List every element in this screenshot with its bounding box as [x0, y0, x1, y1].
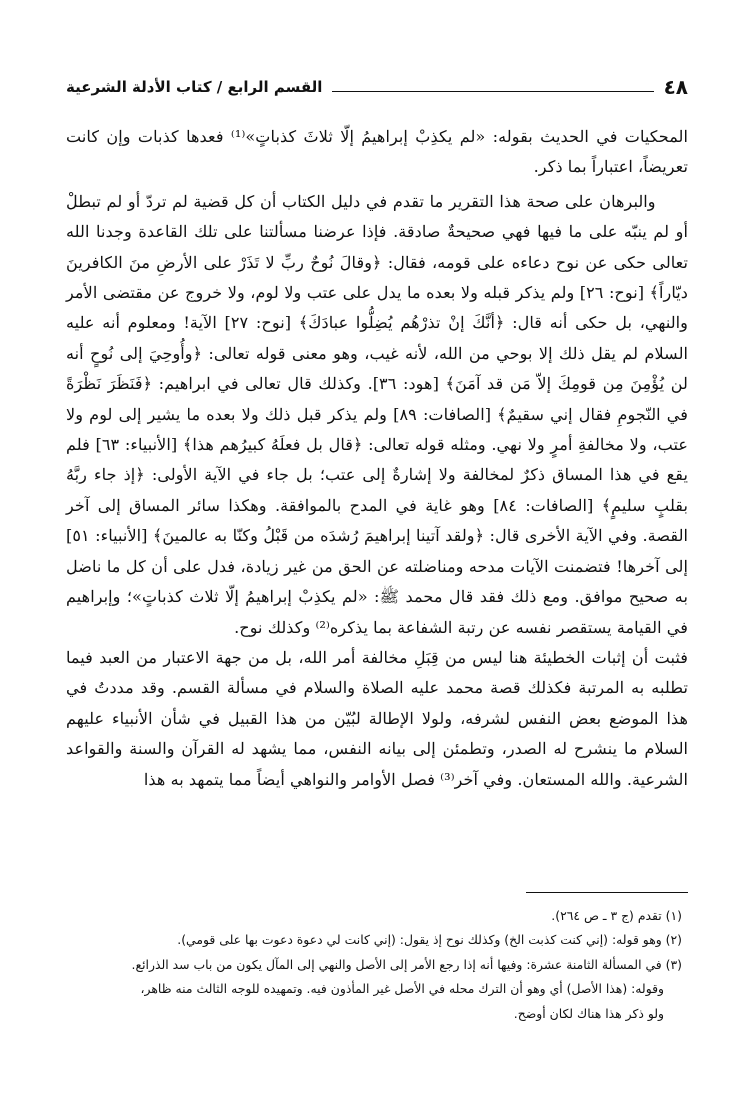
footnote-2: (٢) وهو قوله: (إني كنت كذبت الخ) وكذلك نوح إذ يقول: (إني كانت لي دعوة دعوت بها على قومي). — [177, 932, 682, 948]
footnote-3-end: ولو ذكر هذا هناك لكان أوضح. — [513, 1005, 664, 1021]
footnote-1: (١) تقدم (ج ٣ ـ ص ٢٦٤). — [551, 908, 682, 923]
page-header — [66, 72, 688, 102]
footnote-separator — [526, 892, 688, 893]
main-text — [66, 122, 688, 795]
footnote-3-continued: وقوله: (هذا الأصل) أي وهو أن الترك محله في الأصل غير المأذون فيه. وتمهيده للوجه الثالث منه ظاهر، — [140, 981, 664, 997]
header-rule — [332, 91, 653, 92]
running-title: القسم الرابع / كتاب الأدلة الشرعية — [66, 78, 323, 96]
footnote-3: (٣) في المسألة الثامنة عشرة: وفيها أنه إذا رجع الأمر إلى الأصل والنهي إلى المآل يكون من باب سد الذرائع. — [131, 956, 682, 972]
footnotes — [66, 904, 682, 1026]
paragraph-conclusion: فثبت أن إثبات الخطيئة هنا ليس من قِبَلِ مخالفة أمر الله، بل من جهة الاعتبار من العبد فيما تطلبه به المرتبة فكذلك قصة محمد عليه الصلاة والسلام في مسألة القسم. وقد مددتُ في هذا الموضع بعض النفس لشرفه، ولولا الإطالة لبُيّن من هذا القبيل في شأن الأنبياء عليهم السلام ما ينشرح له الصدر، وتطمئن إلى بيانه النفس، مما يشهد له القرآن والسنة والقواعد الشرعية. والله المستعان. وفي آخر⁽³⁾ فصل الأوامر والنواهي أيضاً مما يتمهد به هذا — [66, 647, 688, 789]
paragraph-proof: والبرهان على صحة هذا التقرير ما تقدم في دليل الكتاب أن كل قضية لم تردّ أو لم تبطلْ أو لم ينبّه على ما فيها فهي صحيحةٌ صادقة. فإذا عرضنا مسألتنا على تلك القاعدة وجدنا الله تعالى حكى عن نوح دعاءه على قومه، فقال: ﴿وقالَ نُوحٌ ربِّ لا تَذَرْ على الأرضِ منَ الكافرينَ ديّاراً﴾ [نوح: ٢٦] ولم يذكر قبله ولا بعده ما يدل على عتب ولا لوم، ولا خروج عن مقتضى الأمر والنهي، بل حكى أنه قال: ﴿أنَّكَ إنْ تذرْهُم يُضِلُّوا عبادَكَ﴾ [نوح: ٢٧] الآية! ومعلوم أنه عليه السلام لم يقل ذلك إلا بوحي من الله، لأنه غيب، وهو معنى قوله تعالى: ﴿وأُوحِيَ إلى نُوحٍ أنه لن يُؤْمِنَ مِن قومِكَ إلاّ مَن قد آمَنَ﴾ [هود: ٣٦]. وكذلك قال تعالى في ابراهيم: ﴿فَنَظَرَ نَظْرَةً في النّجومِ فقال إني سقيمٌ﴾ [الصافات: ٨٩] ولم يذكر قبل ذلك ولا بعده ما يشير إلى لوم ولا عتب، ولا مخالفةِ أمرٍ ولا نهي. ومثله قوله تعالى: ﴿قال بل فعلَهُ كبيرُهم هذا﴾ [الأنبياء: ٦٣] فلم يقع في هذا المساق ذكرٌ لمخالفة ولا إشارةٌ إلى عتب؛ بل جاء في الآية الأولى: ﴿إذ جاء ربَّهُ بقلبٍ سليمٍ﴾ [الصافات: ٨٤] وهو غاية في المدح بالموافقة. وهكذا سائر المساق إلى آخر القصة. وفي الآية الأخرى قال: ﴿ولقد آتينا إبراهيمَ رُشدَه من قَبْلُ وكنّا به عالمينَ﴾ [الأنبياء: ٥١] إلى آخرها! فتضمنت الآيات مدحه ومناضلته عن الحق من غير زيادة، فدل على أن كل ما ناضل به صحيح موافق. ومع ذلك فقد قال محمد ﷺ: «لم يكذِبْ إبراهيمُ إلّا ثلاث كذباتٍ»؛ وإبراهيم في القيامة يستقصر نفسه عن رتبة الشفاعة بما يذكره⁽²⁾ وكذلك نوح. — [66, 191, 689, 637]
paragraph-continuation: المحكيات في الحديث بقوله: «لم يكذِبْ إبراهيمُ إلّا ثلاثَ كذباتٍ»⁽¹⁾ فعدها كذبات وإن كانت تعريضاً، اعتباراً بما ذكر. — [66, 127, 688, 177]
page-number: ٤٨ — [663, 75, 688, 99]
